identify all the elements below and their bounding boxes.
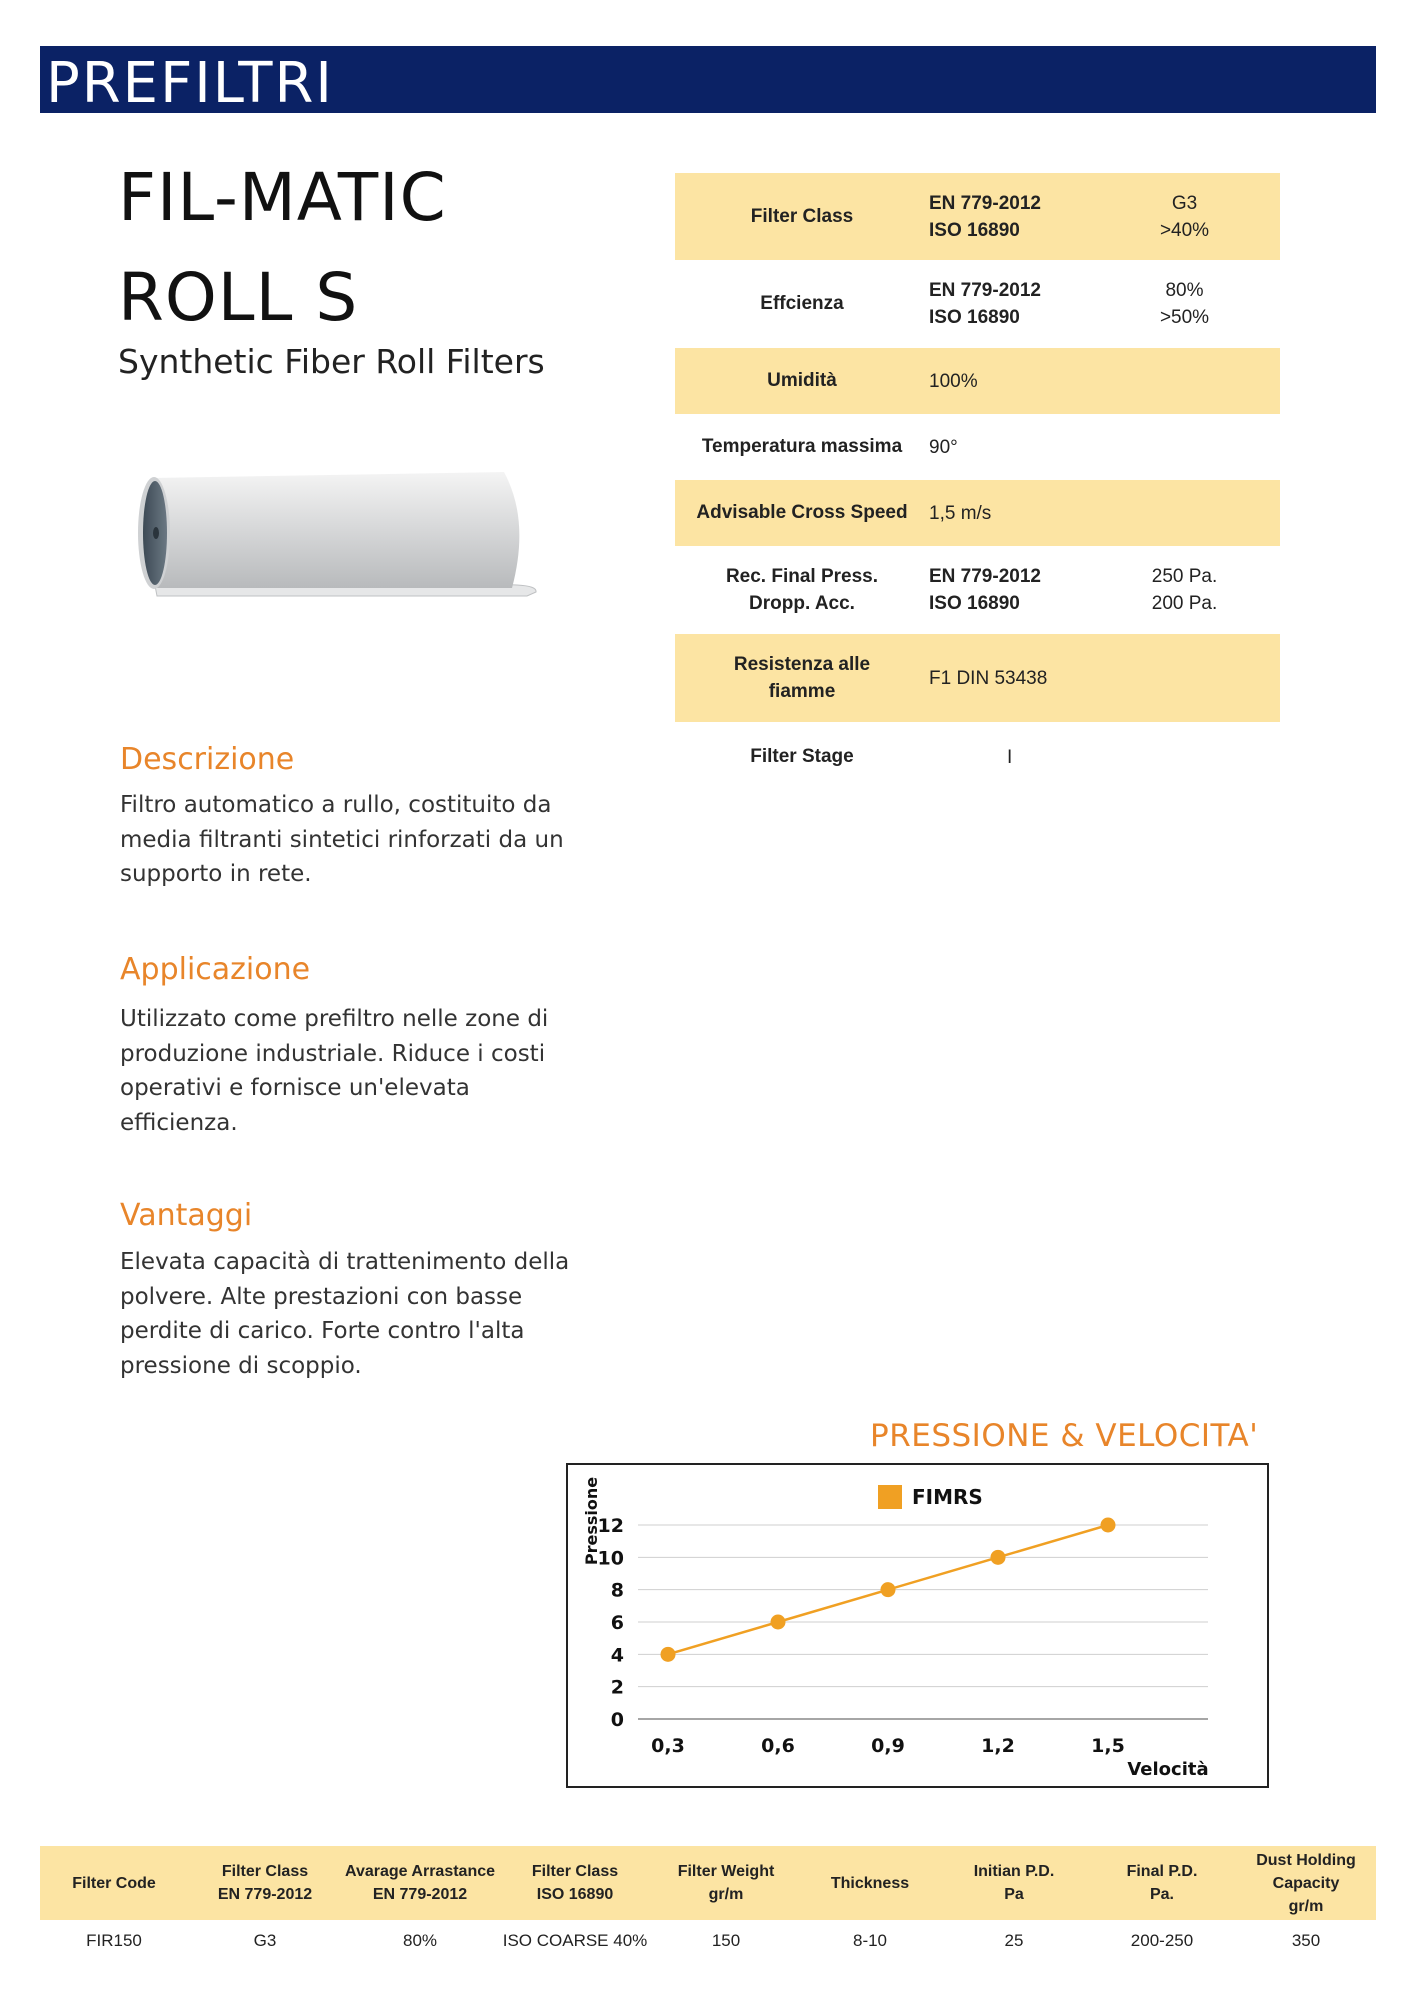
text-line: operativi e fornisce un'elevata [120, 1075, 470, 1101]
text-line: Filtro automatico a rullo, costituito da [120, 792, 552, 818]
spec-label: Effcienza [760, 293, 844, 314]
spec-value: 250 Pa. [1151, 566, 1218, 587]
table-body [40, 1920, 1376, 1960]
spec-label: Resistenza alle [733, 654, 871, 675]
spec-value: 100% [929, 370, 978, 392]
spec-row-resistenza [675, 634, 1280, 722]
chart-title: PRESSIONE & VELOCITA' [870, 1418, 1259, 1454]
legend-swatch [878, 1485, 902, 1509]
applicazione-text [120, 1002, 580, 1140]
spec-label: Temperatura massima [701, 436, 903, 457]
descrizione-text [120, 788, 580, 892]
applicazione-heading: Applicazione [120, 952, 311, 987]
spec-label: Umidità [767, 370, 837, 391]
spec-value: 200 Pa. [1151, 593, 1218, 614]
table-cell: G3 [253, 1930, 277, 1950]
table-cell: 80% [402, 1930, 438, 1950]
spec-row-umidita [675, 348, 1280, 414]
text-line: media filtranti sintetici rinforzati da un [120, 826, 564, 853]
spec-value: G3 [1171, 192, 1198, 214]
data-point [881, 1582, 896, 1597]
spec-standard: ISO 16890 [929, 307, 1020, 328]
spec-value: I [1007, 746, 1013, 768]
table-header-cell: Filter Class EN 779-2012 [217, 1863, 313, 1903]
text-line: Utilizzato come prefiltro nelle zone di [120, 1006, 549, 1032]
filter-roll-image [132, 460, 552, 610]
spec-row-filter-stage [675, 722, 1280, 792]
text-line: Elevata capacità di trattenimento della [120, 1249, 570, 1275]
spec-value: 80% [1165, 280, 1204, 301]
table-cell: 8-10 [852, 1930, 888, 1950]
x-tick-label: 0,9 [871, 1735, 905, 1757]
product-title-line1: FIL-MATIC [118, 159, 447, 236]
page-header-title: PREFILTRI [46, 51, 334, 116]
text-line: perdite di carico. Forte contro l'alta [120, 1318, 525, 1344]
table-header-cell: Thickness [830, 1874, 910, 1892]
data-point [771, 1615, 786, 1630]
text-line: polvere. Alte prestazioni con basse [120, 1283, 523, 1310]
spec-row-temperatura [675, 414, 1280, 480]
spec-label: fiamme [768, 681, 836, 702]
text-line: pressione di scoppio. [120, 1352, 362, 1379]
table-cell: 25 [1004, 1930, 1024, 1950]
y-tick-label: 12 [597, 1515, 624, 1537]
y-tick-label: 4 [610, 1644, 624, 1667]
spec-row-filter-class [675, 173, 1280, 260]
table-header-cell: Final P.D. Pa. [1126, 1863, 1198, 1903]
pressure-velocity-chart [566, 1463, 1269, 1788]
spec-value: F1 DIN 53438 [929, 667, 1048, 689]
table-header-cell: Filter Class ISO 16890 [531, 1863, 619, 1903]
table-header-cell: Filter Code [72, 1874, 156, 1892]
table-header-cell: Dust Holding Capacity gr/m [1256, 1851, 1356, 1915]
table-cell: ISO COARSE 40% [502, 1930, 648, 1950]
chart-svg [568, 1465, 1267, 1786]
spec-row-final-press [675, 546, 1280, 634]
table-header-row [40, 1846, 1376, 1920]
table-header-cell: Filter Weight gr/m [677, 1863, 775, 1903]
x-tick-label: 0,3 [651, 1735, 685, 1757]
y-tick-label: 10 [597, 1547, 624, 1570]
product-title-line2: ROLL S [118, 259, 359, 336]
product-title [118, 148, 638, 348]
spec-label: Rec. Final Press. [725, 566, 879, 587]
spec-label: Filter Stage [750, 746, 854, 767]
y-tick-label: 2 [610, 1676, 624, 1699]
data-point [661, 1647, 676, 1662]
spec-standard: EN 779-2012 [929, 192, 1041, 214]
y-axis-label: Pressione [582, 1476, 601, 1566]
vantaggi-text [120, 1245, 580, 1383]
product-subtitle: Synthetic Fiber Roll Filters [118, 342, 545, 381]
x-tick-label: 1,2 [981, 1735, 1015, 1757]
table-cell: FIR150 [86, 1930, 142, 1950]
x-tick-label: 0,6 [761, 1735, 795, 1757]
product-table [40, 1846, 1376, 1960]
descrizione-heading: Descrizione [120, 742, 295, 777]
spec-value: 1,5 m/s [929, 502, 992, 524]
table-cell: 150 [711, 1930, 741, 1950]
table-cell: 200-250 [1130, 1930, 1194, 1950]
spec-row-efficienza [675, 260, 1280, 348]
spec-value: >50% [1159, 307, 1210, 328]
legend-label: FIMRS [912, 1485, 983, 1509]
x-axis-label: Velocità [1127, 1759, 1209, 1780]
table-header-cell: Avarage Arrastance EN 779-2012 [345, 1863, 496, 1903]
table-cell: 350 [1291, 1930, 1321, 1950]
spec-standard: ISO 16890 [929, 219, 1020, 241]
spec-standard: EN 779-2012 [929, 566, 1041, 587]
spec-standard: ISO 16890 [929, 593, 1020, 614]
data-point [1101, 1518, 1116, 1533]
text-line: supporto in rete. [120, 861, 312, 887]
spec-label: Filter Class [750, 205, 854, 227]
spec-label: Advisable Cross Speed [696, 502, 908, 523]
data-point [991, 1550, 1006, 1565]
text-line: efficienza. [120, 1109, 238, 1136]
vantaggi-heading: Vantaggi [120, 1198, 253, 1233]
text-line: produzione industriale. Riduce i costi [120, 1040, 546, 1067]
spec-value: 90° [929, 436, 958, 458]
header-bar [40, 46, 1376, 116]
x-tick-label: 1,5 [1091, 1735, 1125, 1757]
table-header-cell: Initian P.D. Pa [973, 1863, 1055, 1903]
y-tick-label: 0 [610, 1709, 624, 1731]
spec-standard: EN 779-2012 [929, 280, 1041, 301]
table-row [40, 1920, 1376, 1960]
spec-label: Dropp. Acc. [749, 593, 855, 614]
y-tick-label: 6 [610, 1612, 624, 1634]
spec-value: >40% [1159, 219, 1210, 241]
spec-row-cross-speed [675, 480, 1280, 546]
specs-table [675, 173, 1280, 792]
y-tick-label: 8 [610, 1579, 624, 1602]
